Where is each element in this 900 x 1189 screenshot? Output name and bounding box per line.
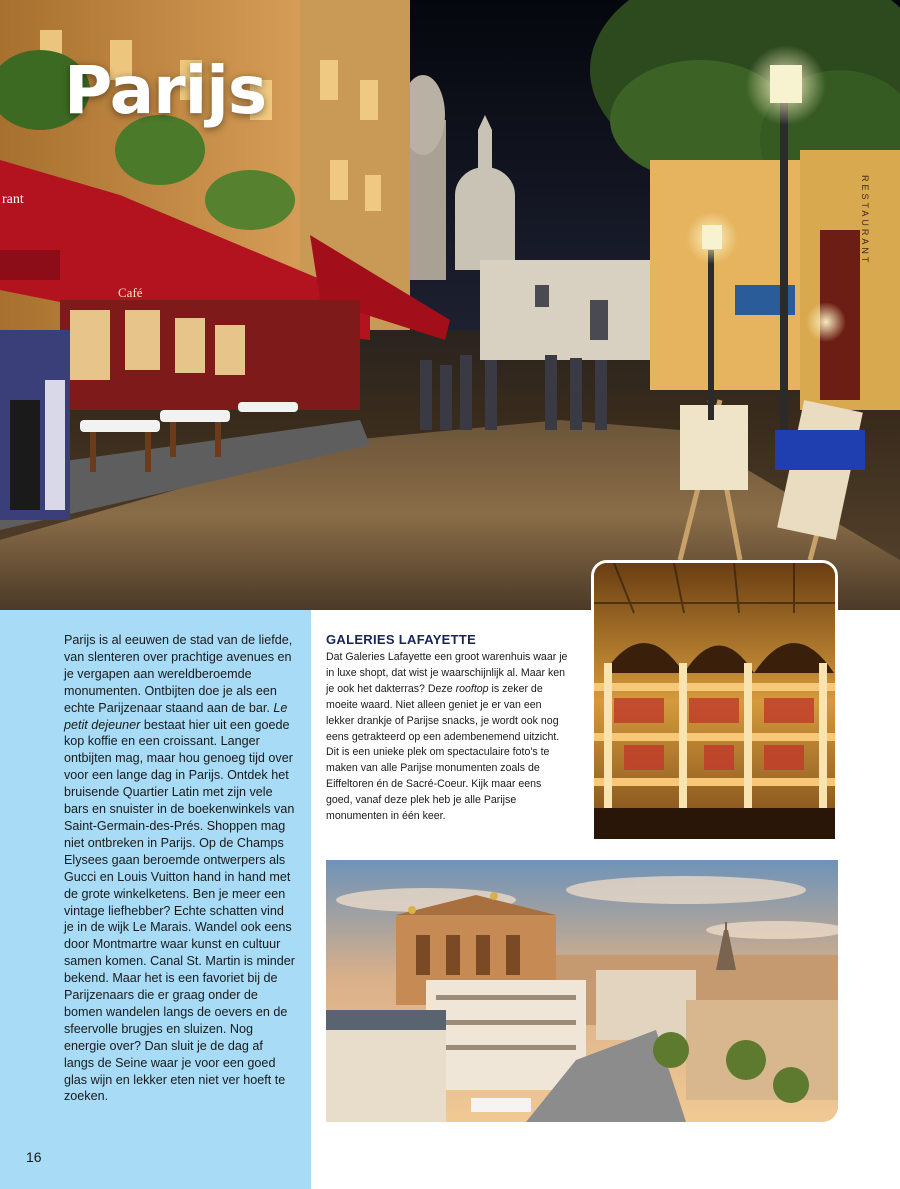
article-text-emphasis: rooftop — [455, 682, 489, 695]
page-title: Parijs — [64, 52, 267, 129]
article-text — [326, 650, 570, 825]
intro-text-part-1: Parijs is al eeuwen de stad van de liefde, van slenteren over prachtige avenues en je vergapen aan wereldberoemde monumenten. Ontbijten doe je als een echte Parijzenaar staand aan de bar. — [64, 633, 293, 715]
article-heading: GALERIES LAFAYETTE — [326, 632, 477, 647]
lafayette-illustration — [594, 563, 835, 839]
intro-column — [0, 610, 311, 1189]
article-galeries-lafayette — [326, 632, 570, 825]
photo-paris-rooftops — [326, 860, 838, 1122]
page-number: 16 — [26, 1149, 42, 1165]
intro-text — [64, 632, 296, 1105]
photo-galeries-lafayette — [591, 560, 838, 842]
sign-cafe: Café — [118, 285, 143, 300]
article-text-part-1: Dat Galeries Lafayette een groot warenhuis waar je in luxe shopt, dat wist je waarschijnlijk al. Maar ken je ook het dakterras? Deze — [326, 651, 568, 695]
article-text-part-2: is zeker de moeite waard. Niet alleen geniet je er van een lekker drankje of Parijse snacks, je wordt ook nog eens getrakteerd op een adembenemend uitzicht. Dit is een unieke plek om spectaculaire foto's te maken van alle Parijse monumenten zoals de Eiffeltoren én de Sacré-Coeur. Kijk maar eens goed, vanaf deze plek heb je alle Parijse monumenten in één keer. — [326, 682, 560, 823]
sign-left: rant — [2, 192, 24, 207]
opera-illustration — [326, 860, 838, 1122]
intro-text-part-2: bestaat hier uit een goede kop koffie en een croissant. Langer ontbijten mag, maar hou genoeg tijd over voor een lange dag in Parijs. Ontdek het bruisende Quartier Latin met zijn vele bars en snuister in de boekenwinkels van Saint-Germain-des-Prés. Shoppen mag niet ontbreken in Parijs. Op de Champs Elysees gaan beroemde ontwerpers als Gucci en Louis Vuitton hand in hand met de grote winkelketens. Ben je meer een vintage liefhebber? Echte schatten vind je in de wijk Le Marais. Wandel ook eens door Montmartre waar kunst en cultuur samen komen. Canal St. Martin is minder bekend. Maar het is een favoriet bij de Parijzenaars die er graag onder de bomen wandelen langs de oevers en de sfeervolle brugjes en sluizen. Nog energie over? Dan sluit je de dag af langs de Seine waar je voor een goed glas wijn en lekker eten niet ver hoeft te zoeken. — [64, 717, 295, 1104]
sign-restaurant: RESTAURANT — [860, 175, 870, 266]
intro-text-emphasis: Le petit dejeuner — [64, 700, 288, 732]
